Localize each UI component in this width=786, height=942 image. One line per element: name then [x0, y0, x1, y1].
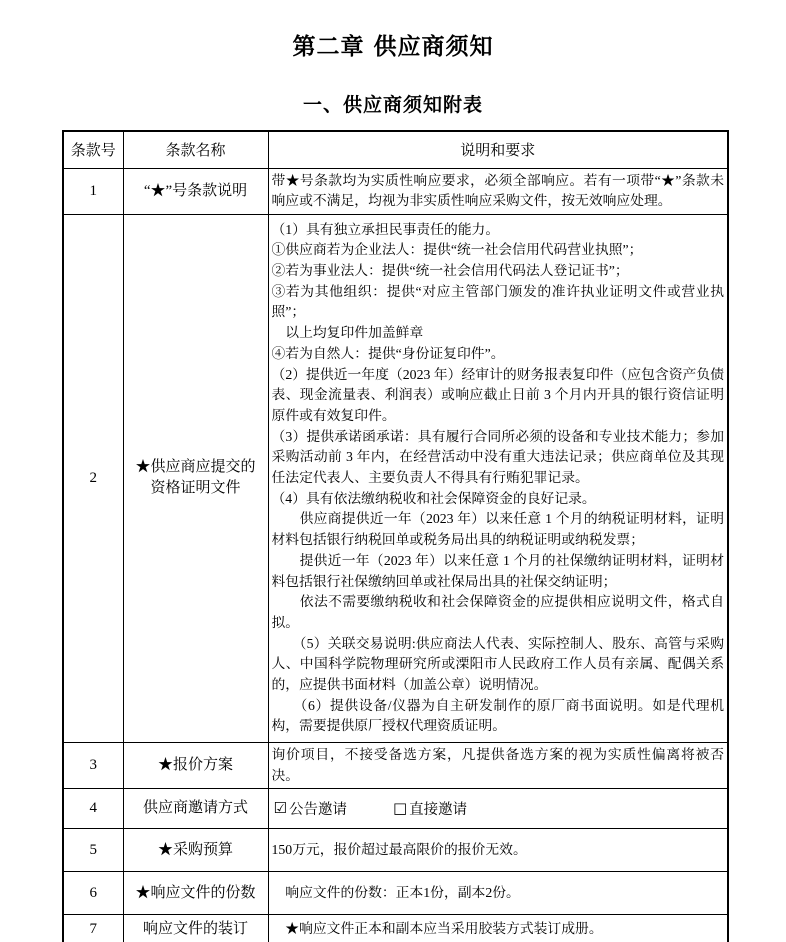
clause-number: 3 — [63, 742, 123, 788]
clause-number: 5 — [63, 829, 123, 872]
requirement-paragraph: 响应文件的份数：正本1份，副本2份。 — [271, 884, 520, 900]
requirement-paragraph: ②若为事业法人：提供“统一社会信用代码法人登记证书”； — [271, 263, 629, 279]
requirement-paragraph: （2）提供近一年度（2023 年）经审计的财务报表复印件（应包含资产负债表、现金流量表、利润表）或响应截止日前 3 个月内开具的银行资信证明原件或有效复印件。 — [271, 366, 724, 423]
requirement-paragraph: 依法不需要缴纳税收和社会保障资金的应提供相应说明文件，格式自拟。 — [271, 594, 724, 630]
clause-number: 1 — [63, 168, 123, 214]
header-clause-name: 条款名称 — [123, 131, 268, 168]
requirement-paragraph: 提供近一年（2023 年）以来任意 1 个月的社保缴纳证明材料，证明材料包括银行社保缴纳回单或社保局出具的社保交纳证明； — [271, 552, 724, 589]
requirement-paragraph: 以上均复印件加盖鲜章 — [271, 325, 424, 341]
checkbox-unchecked-icon: □ — [392, 799, 408, 818]
option-label: 直接邀请 — [409, 802, 468, 819]
clause-requirements — [268, 872, 728, 915]
clause-name: 供应商邀请方式 — [123, 789, 268, 829]
clause-name: ★响应文件的份数 — [123, 872, 268, 915]
requirement-paragraph: 150万元，报价超过最高限价的报价无效。 — [271, 841, 527, 857]
header-clause-number: 条款号 — [63, 131, 123, 168]
requirement-paragraph: （6）提供设备/仪器为自主研发制作的原厂商书面说明。如是代理机构，需要提供原厂授权代理资质证明。 — [271, 697, 724, 734]
option-direct-invitation — [393, 798, 467, 819]
clause-name: “★”号条款说明 — [123, 168, 268, 214]
table-row-3 — [63, 742, 728, 788]
option-public-invitation — [274, 798, 347, 819]
table-row-7 — [63, 915, 728, 942]
requirement-paragraph: （5）关联交易说明:供应商法人代表、实际控制人、股东、高管与采购人、中国科学院物理研究所或溧阳市人民政府工作人员有亲属、配偶关系的，应提供书面材料（加盖公章）说明情况。 — [271, 635, 724, 693]
clause-number: 4 — [63, 789, 123, 829]
requirement-paragraph: 供应商提供近一年（2023 年）以来任意 1 个月的纳税证明材料，证明材料包括银行纳税回单或税务局出具的纳税证明或纳税发票； — [271, 511, 724, 548]
clause-name: 响应文件的装订 — [123, 915, 268, 942]
table-row-1 — [63, 168, 728, 214]
clause-requirements — [268, 214, 728, 742]
clause-requirements — [268, 829, 728, 872]
table-row-6 — [63, 872, 728, 915]
clause-requirements — [268, 789, 728, 829]
supplier-notice-table — [62, 130, 729, 942]
table-row-5 — [63, 829, 728, 872]
clause-requirements — [268, 742, 728, 788]
header-requirements: 说明和要求 — [268, 131, 728, 168]
clause-number: 6 — [63, 872, 123, 915]
clause-number: 2 — [63, 214, 123, 742]
checkbox-checked-icon: ☑ — [273, 799, 287, 818]
requirement-paragraph: 询价项目，不接受备选方案，凡提供备选方案的视为实质性偏离将被否决。 — [271, 746, 724, 783]
table-row-4 — [63, 789, 728, 829]
clause-name: ★报价方案 — [123, 742, 268, 788]
chapter-title: 第二章 供应商须知 — [292, 34, 494, 60]
clause-number: 7 — [63, 915, 123, 942]
option-label: 公告邀请 — [288, 802, 347, 819]
requirement-paragraph: ★响应文件正本和副本应当采用胶装方式装订成册。 — [271, 921, 603, 937]
requirement-paragraph: 带★号条款均为实质性响应要求，必须全部响应。若有一项带“★”条款未响应或不满足，均视为非实质性响应采购文件，按无效响应处理。 — [271, 172, 724, 209]
table-row-2 — [63, 214, 728, 742]
requirement-paragraph: （4）具有依法缴纳税收和社会保障资金的良好记录。 — [271, 490, 596, 506]
clause-name: ★采购预算 — [123, 829, 268, 872]
requirement-paragraph: ①供应商若为企业法人：提供“统一社会信用代码营业执照”； — [271, 242, 643, 258]
invitation-options — [272, 798, 725, 819]
requirement-paragraph: （3）提供承诺函承诺：具有履行合同所必须的设备和专业技术能力；参加采购活动前 3 年内，在经营活动中没有重大违法记录；供应商单位及其现任法定代表人、主要负责人不得具有行贿犯罪记录。 — [271, 428, 724, 486]
clause-requirements — [268, 915, 728, 942]
requirement-paragraph: ③若为其他组织：提供“对应主管部门颁发的准许执业证明文件或营业执照”； — [271, 283, 724, 320]
section-title: 一、供应商须知附表 — [302, 94, 483, 116]
table-header-row — [63, 131, 728, 168]
clause-name: ★供应商应提交的资格证明文件 — [123, 214, 268, 742]
requirement-paragraph: （1）具有独立承担民事责任的能力。 — [271, 221, 500, 237]
clause-requirements — [268, 168, 728, 214]
requirement-paragraph: ④若为自然人：提供“身份证复印件”。 — [271, 345, 505, 361]
